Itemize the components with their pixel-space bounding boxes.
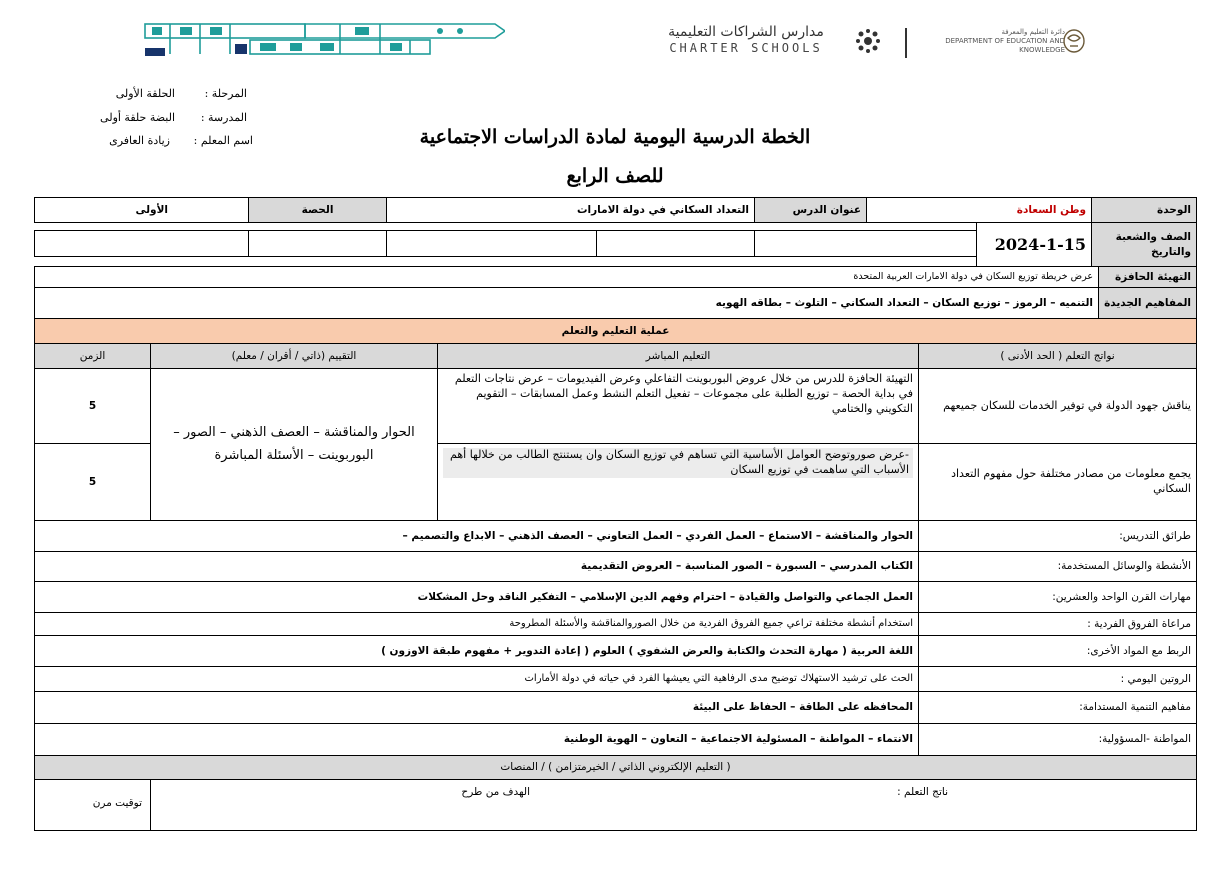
empty-cell-2	[596, 230, 755, 257]
differentiation-label: مراعاة الفروق الفردية :	[918, 612, 1197, 636]
page-header	[0, 14, 1231, 64]
differentiation-value: استخدام أنشطة مختلفة تراعي جميع الفروق الفردية من خلال الصوروالمناقشة والأسئلة المطروحة	[34, 612, 919, 636]
class-date-label: الصف والشعبة والتاريخ	[1091, 222, 1197, 267]
daily-routine-label: الروتين اليومي :	[918, 666, 1197, 692]
activities-label: الأنشطة والوسائل المستخدمة:	[918, 551, 1197, 582]
school-label: المدرسة :	[200, 111, 247, 124]
teaching-methods-label: طرائق التدريس:	[918, 520, 1197, 552]
hook-value: عرض خريطة توزيع السكان في دولة الامارات العربية المتحدة	[34, 266, 1099, 288]
time-header: الزمن	[34, 343, 151, 369]
direct-teaching-1: التهيئة الحافزة للدرس من خلال عروض البوربوينت التفاعلي وعرض الفيديومات – عرض نتاجات التعلم في بداية الحصة – توزيع الطلبة على مجموعات – تفعيل التعلم النشط وعمل المسابقات – التقويم التكويني والختامي	[437, 368, 919, 444]
outcome-1: يناقش جهود الدولة في توفير الخدمات للسكان جميعهم	[918, 368, 1197, 444]
hook-label: التهيئة الحافزة	[1098, 266, 1197, 288]
date-cell-top	[976, 222, 1092, 236]
assessment-value: الحوار والمناقشة – العصف الذهني – الصور – البوربوينت – الأسئلة المباشرة	[150, 368, 438, 521]
school-value: البضة حلقة أولى	[100, 111, 175, 124]
empty-cell-1	[754, 230, 977, 257]
empty-cell-5	[34, 230, 249, 257]
activities-value: الكتاب المدرسي – السبورة – الصور المناسبة – العروض التقديمية	[34, 551, 919, 582]
abu-dhabi-emblem-icon	[1062, 28, 1086, 54]
empty-cell-3	[386, 230, 597, 257]
cross-curricular-label: الربط مع المواد الأخرى:	[918, 635, 1197, 667]
empty-cell-4	[248, 230, 387, 257]
stage-label: المرحلة :	[204, 87, 247, 100]
direct-teaching-header: التعليم المباشر	[437, 343, 919, 369]
period-label: الحصة	[248, 197, 387, 223]
outcome-2: يجمع معلومات من مصادر مختلفة حول مفهوم التعداد السكاني	[918, 443, 1197, 521]
new-concepts-label: المفاهيم الجديدة	[1098, 287, 1197, 319]
department-logo	[925, 28, 1065, 58]
lesson-title-label: عنوان الدرس	[754, 197, 867, 223]
sustainability-label: مفاهيم التنمية المستدامة:	[918, 691, 1197, 724]
daily-routine-value: الحث على ترشيد الاستهلاك توضيح مدى الرفاهية التي يعيشها الفرد في حياته في دولة الأمارات	[34, 666, 919, 692]
unit-label: الوحدة	[1091, 197, 1197, 223]
elearning-title: ( التعليم الإلكتروني الذاتي / الخيرمتزامن ) / المنصات	[34, 755, 1197, 780]
charter-english-name: CHARTER SCHOOLS	[669, 41, 823, 55]
charter-seal-icon	[855, 28, 881, 54]
charter-arabic-name: مدارس الشراكات التعليمية	[668, 24, 824, 40]
elearning-divider	[150, 779, 151, 831]
time-2: 5	[34, 443, 151, 521]
skills-21st-label: مهارات القرن الواحد والعشرين:	[918, 581, 1197, 613]
new-concepts-value: التنميه – الرموز – توزيع السكان – التعداد السكاني – التلوث – بطاقه الهويه	[34, 287, 1099, 319]
direct-teaching-2-text: -عرض صوروتوضح العوامل الأساسية التي تساهم في توزيع السكان وان يستنتج الطالب من خلالها أهم الأسباب التي ساهمت في توزيع السكان	[443, 448, 913, 478]
header-divider	[905, 28, 907, 58]
citizenship-label: المواطنة -المسؤولية:	[918, 723, 1197, 756]
unit-value: وطن السعادة	[866, 197, 1092, 223]
period-value: الأولى	[34, 197, 249, 223]
outcomes-header: نواتج التعلم ( الحد الأدنى )	[918, 343, 1197, 369]
time-1: 5	[34, 368, 151, 444]
page-title: الخطة الدرسية اليومية لمادة الدراسات الاجتماعية	[419, 126, 811, 148]
cross-curricular-value: اللغة العربية ( مهارة التحدث والكتابة والعرض الشفوي ) العلوم ( إعادة التدوير + مفهوم طبقة الاوزون )	[34, 635, 919, 667]
skills-21st-value: العمل الجماعي والتواصل والقيادة – احترام وفهم الدين الإسلامي – التفكير الناقد وحل المشكلات	[34, 581, 919, 613]
elearning-goal-label: الهدف من طرح	[461, 786, 530, 798]
elearning-outcome-label: ناتج التعلم :	[897, 786, 948, 798]
sustainability-value: المحافظه على الطاقة – الحفاظ على البيئة	[34, 691, 919, 724]
teacher-value: زيادة العافرى	[109, 134, 170, 147]
process-title: عملية التعليم والتعلم	[34, 318, 1197, 344]
elearning-box	[34, 779, 1197, 831]
grade-title: للصف الرابع	[566, 165, 664, 187]
stage-value: الحلقة الأولى	[115, 87, 175, 100]
citizenship-value: الانتماء – المواطنة – المسئولية الاجتماعية – التعاون – الهوية الوطنية	[34, 723, 919, 756]
teaching-methods-value: الحوار والمناقشة – الاستماع – العمل الفردي – العمل التعاوني – العصف الذهني – الابداع والتصميم –	[34, 520, 919, 552]
department-arabic-name: دائرة التعليم والمعرفة	[1001, 28, 1065, 36]
decorative-pattern-icon	[140, 20, 505, 58]
elearning-timing-label: توقيت مرن	[92, 797, 142, 809]
direct-teaching-2	[437, 443, 919, 521]
charter-schools-logo	[606, 24, 886, 60]
teacher-label: اسم المعلم :	[193, 134, 253, 147]
assessment-header: التقييم (ذاتي / أقران / معلم)	[150, 343, 438, 369]
lesson-title-value: التعداد السكاني في دولة الامارات	[386, 197, 755, 223]
lesson-date: 2024-1-15	[976, 222, 1092, 267]
department-english-name: DEPARTMENT OF EDUCATION AND KNOWLEDGE	[945, 37, 1065, 54]
